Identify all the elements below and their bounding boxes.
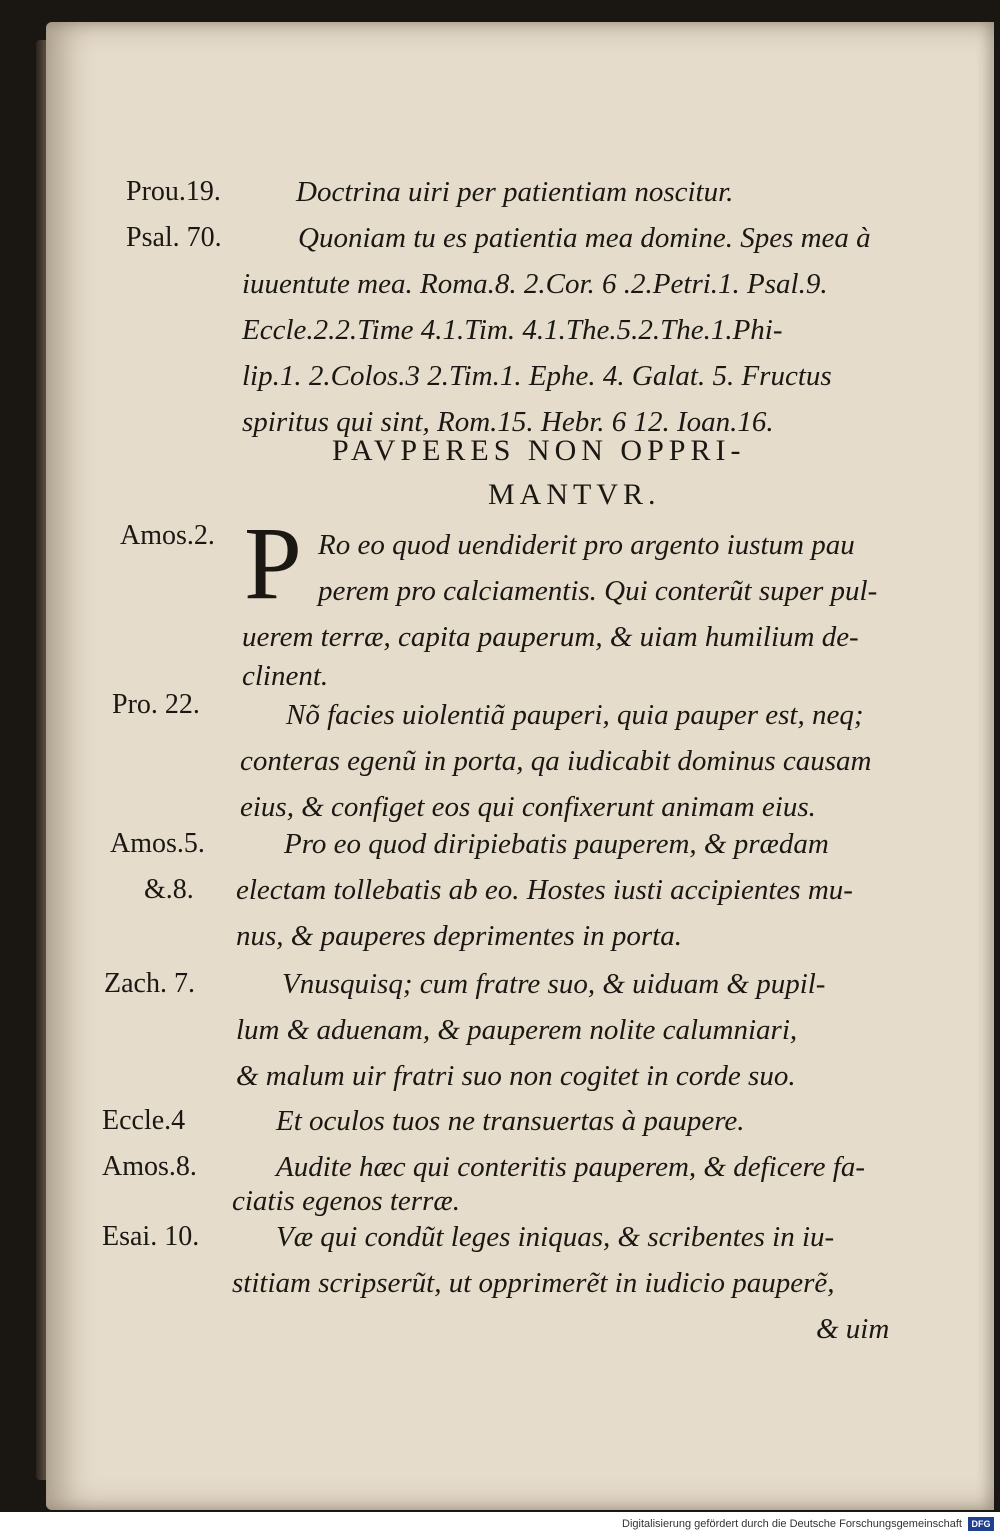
text-line: Pro eo quod diripiebatis pauperem, & prædam (284, 828, 829, 860)
margin-note: Amos.8. (102, 1151, 197, 1182)
margin-note: Esai. 10. (102, 1221, 200, 1252)
text-line: & malum uir fratri suo non cogitet in corde suo. (236, 1060, 796, 1092)
text-line: uerem terræ, capita pauperum, & uiam humilium de- (242, 621, 859, 653)
section-heading: PAVPERES NON OPPRI- (332, 434, 746, 467)
book-page (46, 22, 994, 1510)
margin-note: Amos.2. (120, 520, 215, 551)
text-line: electam tollebatis ab eo. Hostes iusti accipientes mu- (236, 874, 853, 906)
text-line: stitiam scripserũt, ut opprimerẽt in iudicio pauperẽ, (232, 1267, 835, 1299)
text-line: Quoniam tu es patientia mea domine. Spes mea à (298, 222, 871, 254)
text-line: Vnusquisq; cum fratre suo, & uiduam & pupil- (282, 968, 826, 1000)
margin-note: &.8. (144, 874, 194, 905)
text-line: eius, & configet eos qui confixerunt animam eius. (240, 791, 816, 823)
section-heading: MANTVR. (488, 478, 661, 511)
text-line: Væ qui condũt leges iniquas, & scribentes in iu- (276, 1221, 835, 1253)
text-line: & uim (816, 1313, 890, 1345)
text-line: perem pro calciamentis. Qui conterũt super pul- (318, 575, 878, 607)
text-line: Eccle.2.2.Time 4.1.Tim. 4.1.The.5.2.The.1.Phi- (242, 314, 783, 346)
text-line: lip.1. 2.Colos.3 2.Tim.1. Ephe. 4. Galat. 5. Fructus (242, 360, 832, 392)
margin-note: Psal. 70. (126, 222, 222, 253)
text-line: Nõ facies uiolentiã pauperi, quia pauper est, neq; (286, 699, 864, 731)
text-line: conteras egenũ in porta, qa iudicabit dominus causam (240, 745, 872, 777)
text-line: ciatis egenos terræ. (232, 1185, 460, 1217)
margin-note: Zach. 7. (104, 968, 195, 999)
margin-note: Eccle.4 (102, 1105, 186, 1136)
text-line: lum & aduenam, & pauperem nolite calumniari, (236, 1014, 798, 1046)
margin-note: Amos.5. (110, 828, 205, 859)
dfg-logo: DFG (968, 1517, 994, 1531)
text-line: spiritus qui sint, Rom.15. Hebr. 6 12. Ioan.16. (242, 406, 774, 438)
footer-credit: Digitalisierung gefördert durch die Deutsche Forschungsgemeinschaft (622, 1518, 962, 1530)
text-line: clinent. (242, 660, 329, 692)
drop-capital: P (244, 506, 302, 621)
text-line: Doctrina uiri per patientiam noscitur. (296, 176, 734, 208)
margin-note: Pro. 22. (112, 689, 200, 720)
text-line: Audite hæc qui conteritis pauperem, & deficere fa- (276, 1151, 865, 1183)
margin-note: Prou.19. (126, 176, 221, 207)
text-line: iuuentute mea. Roma.8. 2.Cor. 6 .2.Petri.1. Psal.9. (242, 268, 828, 300)
text-line: nus, & pauperes deprimentes in porta. (236, 920, 682, 952)
text-line: Et oculos tuos ne transuertas à paupere. (276, 1105, 745, 1137)
digitization-footer (0, 1512, 1000, 1538)
text-line: Ro eo quod uendiderit pro argento iustum pau (318, 529, 855, 561)
